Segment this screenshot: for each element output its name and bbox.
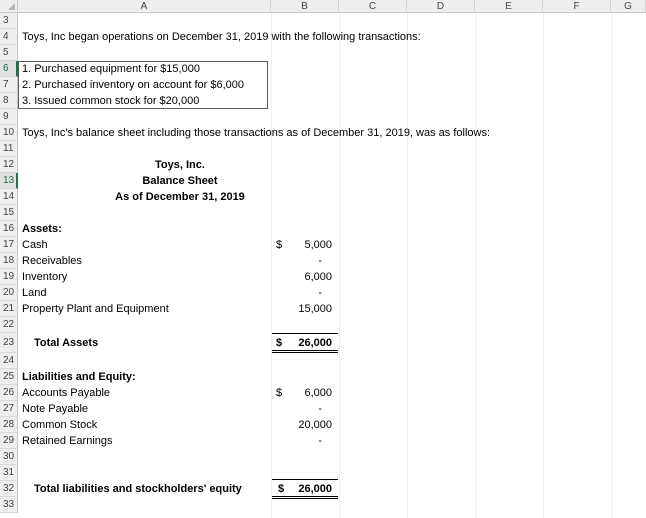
row-header[interactable]: 28 [0,417,18,433]
total-liabilities-dollar: $ [278,483,285,495]
gridline [339,13,340,518]
row-header[interactable]: 18 [0,253,18,269]
asset-label[interactable]: Receivables [22,255,82,267]
asset-label[interactable]: Cash [22,239,48,251]
liability-label[interactable]: Accounts Payable [22,387,111,399]
column-header-c[interactable]: C [339,0,407,13]
liabilities-heading[interactable]: Liabilities and Equity: [22,371,136,383]
assets-heading[interactable]: Assets: [22,223,62,235]
row-header[interactable]: 16 [0,221,18,237]
asset-value[interactable]: 6,000 [304,271,332,283]
row-header[interactable]: 25 [0,369,18,385]
column-header-b[interactable]: B [271,0,339,13]
gridline [407,13,408,518]
asset-label[interactable]: Inventory [22,271,68,283]
statement-intro-text[interactable]: Toys, Inc's balance sheet including those transactions as of December 31, 2019, was as follows: [22,127,491,139]
row-header[interactable]: 12 [0,157,18,173]
asset-label[interactable]: Land [22,287,47,299]
asset-dollar: $ [276,239,283,251]
select-all-corner[interactable] [0,0,18,13]
row-header[interactable]: 6 [0,61,18,77]
column-header-f[interactable]: F [543,0,611,13]
liability-label[interactable]: Common Stock [22,419,98,431]
column-header-e[interactable]: E [475,0,543,13]
transaction-item[interactable]: 3. Issued common stock for $20,000 [22,95,200,107]
select-all-icon [8,3,15,10]
row-header[interactable]: 14 [0,189,18,205]
total-assets-double-underline [272,350,338,353]
row-header[interactable]: 23 [0,333,18,353]
row-header[interactable]: 15 [0,205,18,221]
total-assets-top-border [272,333,338,334]
liability-value[interactable]: - [318,435,322,447]
total-assets-value[interactable]: 26,000 [298,337,332,349]
row-header[interactable]: 33 [0,497,18,513]
liability-dollar: $ [276,387,283,399]
row-header[interactable]: 4 [0,29,18,45]
total-assets-label[interactable]: Total Assets [34,337,99,349]
row-header[interactable]: 11 [0,141,18,157]
transaction-item[interactable]: 2. Purchased inventory on account for $6,000 [22,79,244,91]
liability-label[interactable]: Retained Earnings [22,435,113,447]
liability-label[interactable]: Note Payable [22,403,89,415]
total-assets-dollar: $ [276,337,283,349]
row-header[interactable]: 5 [0,45,18,61]
column-header-g[interactable]: G [611,0,646,13]
total-liabilities-top-border [272,479,338,480]
row-header[interactable]: 13 [0,173,18,189]
row-header[interactable]: 7 [0,77,18,93]
statement-date[interactable]: As of December 31, 2019 [115,191,245,203]
row-header[interactable]: 9 [0,109,18,125]
company-name[interactable]: Toys, Inc. [155,159,205,171]
row-header[interactable]: 3 [0,13,18,29]
row-header[interactable]: 27 [0,401,18,417]
gridline [271,13,272,518]
row-header[interactable]: 10 [0,125,18,141]
asset-value[interactable]: - [318,255,322,267]
row-header[interactable]: 22 [0,317,18,333]
gridline [475,13,476,518]
statement-title[interactable]: Balance Sheet [142,175,218,187]
row-header[interactable]: 21 [0,301,18,317]
row-header[interactable]: 8 [0,93,18,109]
total-liabilities-value[interactable]: 26,000 [298,483,332,495]
total-liabilities-label[interactable]: Total liabilities and stockholders' equity [34,483,242,495]
gridline [543,13,544,518]
row-header[interactable]: 17 [0,237,18,253]
row-header[interactable]: 29 [0,433,18,449]
row-header[interactable]: 19 [0,269,18,285]
asset-value[interactable]: 15,000 [298,303,332,315]
asset-value[interactable]: 5,000 [304,239,332,251]
asset-label[interactable]: Property Plant and Equipment [22,303,169,315]
row-header[interactable]: 30 [0,449,18,465]
gridline [611,13,612,518]
row-header[interactable]: 31 [0,465,18,481]
asset-value[interactable]: - [318,287,322,299]
row-header[interactable]: 32 [0,481,18,497]
intro-text[interactable]: Toys, Inc began operations on December 31, 2019 with the following transactions: [22,31,421,43]
liability-value[interactable]: - [318,403,322,415]
liability-value[interactable]: 20,000 [298,419,332,431]
row-header[interactable]: 26 [0,385,18,401]
row-header[interactable]: 24 [0,353,18,369]
column-header-a[interactable]: A [18,0,271,13]
column-header-d[interactable]: D [407,0,475,13]
row-header[interactable]: 20 [0,285,18,301]
transaction-item[interactable]: 1. Purchased equipment for $15,000 [22,63,200,75]
liability-value[interactable]: 6,000 [304,387,332,399]
total-liabilities-double-underline [272,496,338,499]
